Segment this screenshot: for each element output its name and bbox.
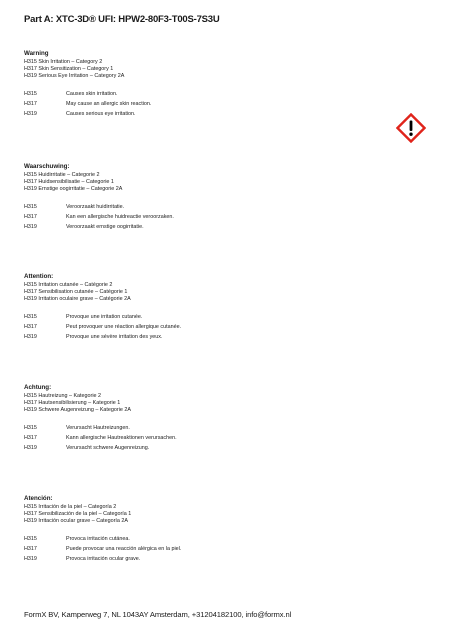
hazard-statement: [24, 322, 384, 332]
hazard-code: H319: [24, 556, 37, 562]
signal-word: Atención:: [24, 495, 53, 502]
signal-word: Attention:: [24, 273, 54, 280]
hazard-code: H319: [24, 334, 37, 340]
hazard-text: Provoca irritación ocular grave.: [66, 556, 141, 562]
hazard-classification: H315 Huidirritatie – Categorie 2: [24, 172, 100, 178]
hazard-classification: H315 Hautreizung – Kategorie 2: [24, 393, 102, 399]
hazard-classification: H317 Sensibilisation cutanée – Catégorie 1: [24, 289, 128, 295]
hazard-statement-list: [24, 89, 384, 119]
hazard-statement: [24, 212, 384, 222]
hazard-classification: H317 Hautsensibilisierung – Kategorie 1: [24, 400, 121, 406]
hazard-statement: [24, 443, 384, 453]
hazard-statement: [24, 554, 384, 564]
signal-word: Waarschuwing:: [24, 163, 70, 170]
hazard-statement-list: [24, 202, 384, 232]
hazard-text: Verursacht schwere Augenreizung.: [66, 445, 150, 451]
hazard-text: Veroorzaakt ernstige oogirritatie.: [66, 224, 144, 230]
hazard-classification-list: [24, 172, 384, 193]
hazard-code: H315: [24, 536, 37, 542]
hazard-code: H317: [24, 435, 37, 441]
hazard-classification: H315 Irritation cutanée – Catégorie 2: [24, 282, 113, 288]
hazard-statement-list: [24, 312, 384, 342]
signal-word: Warning: [24, 50, 49, 57]
hazard-text: May cause an allergic skin reaction.: [66, 101, 152, 107]
section-warning-nl: [24, 163, 384, 232]
hazard-statement: [24, 332, 384, 342]
hazard-statement: [24, 109, 384, 119]
hazard-classification: H315 Irritación de la piel – Categoría 2: [24, 504, 117, 510]
hazard-statement: [24, 222, 384, 232]
hazard-statement: [24, 433, 384, 443]
hazard-code: H315: [24, 314, 37, 320]
hazard-classification: H319 Irritation oculaire grave – Catégorie 2A: [24, 296, 131, 302]
hazard-text: Provoca irritación cutánea.: [66, 536, 130, 542]
hazard-code: H315: [24, 91, 37, 97]
hazard-statement-list: [24, 423, 384, 453]
hazard-classification: H315 Skin Irritation – Category 2: [24, 59, 103, 65]
hazard-classification: H319 Ernstige oogirritatie – Categorie 2A: [24, 186, 123, 192]
hazard-statement-list: [24, 534, 384, 564]
section-warning-de: [24, 384, 384, 453]
hazard-text: Causes serious eye irritation.: [66, 111, 136, 117]
hazard-text: Veroorzaakt huidirritatie.: [66, 204, 125, 210]
exclamation-mark-icon: [396, 113, 426, 143]
hazard-text: Peut provoquer une réaction allergique cutanée.: [66, 324, 182, 330]
hazard-statement: [24, 202, 384, 212]
hazard-text: Puede provocar una reacción alérgica en la piel.: [66, 546, 182, 552]
hazard-classification-list: [24, 393, 384, 414]
hazard-text: Kann allergische Hautreaktionen verursachen.: [66, 435, 177, 441]
hazard-text: Causes skin irritation.: [66, 91, 118, 97]
hazard-text: Provoque une sévère irritation des yeux.: [66, 334, 163, 340]
section-warning-es: [24, 495, 384, 564]
hazard-classification-list: [24, 504, 384, 525]
hazard-code: H319: [24, 224, 37, 230]
hazard-classification: H317 Skin Sensitization – Category 1: [24, 66, 114, 72]
hazard-statement: [24, 544, 384, 554]
hazard-statement: [24, 99, 384, 109]
part-title: Part A: XTC-3D® UFI: HPW2-80F3-T00S-7S3U: [24, 14, 220, 25]
hazard-code: H319: [24, 111, 37, 117]
hazard-code: H317: [24, 546, 37, 552]
hazard-classification-list: [24, 59, 384, 80]
signal-word: Achtung:: [24, 384, 52, 391]
hazard-text: Kan een allergische huidreactie veroorzaken.: [66, 214, 174, 220]
hazard-text: Verursacht Hautreizungen.: [66, 425, 130, 431]
hazard-classification: H319 Irritación ocular grave – Categoría 2A: [24, 518, 128, 524]
hazard-code: H317: [24, 214, 37, 220]
hazard-text: Provoque une irritation cutanée.: [66, 314, 143, 320]
company-footer: FormX BV, Kamperweg 7, NL 1043AY Amsterdam, +31204182100, info@formx.nl: [24, 610, 292, 619]
hazard-statement: [24, 534, 384, 544]
hazard-code: H317: [24, 324, 37, 330]
hazard-statement: [24, 89, 384, 99]
hazard-code: H315: [24, 425, 37, 431]
hazard-classification: H317 Huidsensibilisatie – Categorie 1: [24, 179, 114, 185]
hazard-code: H315: [24, 204, 37, 210]
hazard-code: H319: [24, 445, 37, 451]
hazard-classification: H319 Schwere Augenreizung – Kategorie 2A: [24, 407, 131, 413]
hazard-classification: H317 Sensibilización de la piel – Categoría 1: [24, 511, 132, 517]
section-warning-fr: [24, 273, 384, 342]
hazard-statement: [24, 312, 384, 322]
hazard-code: H317: [24, 101, 37, 107]
hazard-classification: H319 Serious Eye Irritation – Category 2A: [24, 73, 125, 79]
hazard-statement: [24, 423, 384, 433]
hazard-classification-list: [24, 282, 384, 303]
section-warning-en: [24, 50, 384, 119]
